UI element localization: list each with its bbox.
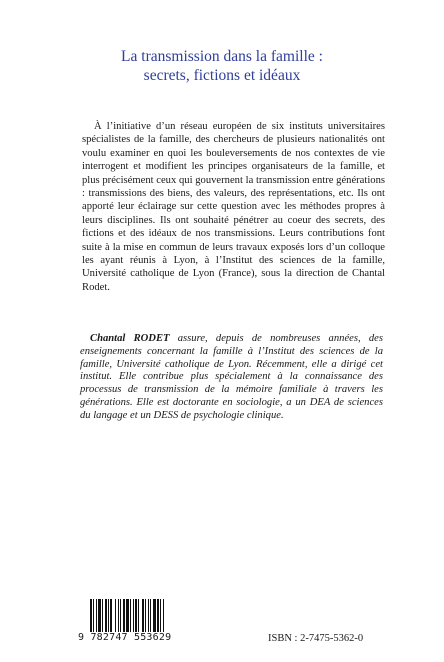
isbn-number: ISBN : 2-7475-5362-0 bbox=[268, 633, 364, 644]
back-cover-summary bbox=[82, 120, 385, 294]
book-title-line-2: secrets, fictions et idéaux bbox=[143, 67, 301, 84]
author-bio-text: assure, depuis de nombreuses années, des enseignements concernant la famille à l’Institut des sciences de la famille, Université catholique de Lyon. Récemment, elle a dirigé cet institut. Elle contribue plus spécialement à la connaissance des processus de transmission de la mémoire familiale à travers les générations. Elle est doctorante en sociologie, a un DEA de sciences du langage et un DESS de psychologie clinique. bbox=[80, 333, 384, 421]
author-bio bbox=[80, 333, 383, 423]
book-title-line-1: La transmission dans la famille : bbox=[121, 48, 323, 65]
author-name: Chantal RODET bbox=[90, 333, 170, 344]
barcode-digits: 9 782747 553629 bbox=[78, 632, 198, 643]
summary-paragraph: À l’initiative d’un réseau européen de six instituts universitaires spécialistes de la famille, des chercheurs de plusieurs nationalités ont voulu examiner en quoi les bouleversements de nos contextes de vie interrogent et modifient les principes organisateurs de la famille, et plus précisément ceux qui gouvernent la transmission entre générations : transmissions des biens, des valeurs, des représentations, etc. Ils ont apporté leur éclairage sur cette question avec les méthodes propres à leurs disciplines. Ils ont souhaité pénétrer au coeur des secrets, des fictions et des idéaux de nos transmissions. Leurs contributions font suite à la mise en commun de leurs travaux exposés lors d’un colloque les ayant réunis à Lyon, à l’Institut des sciences de la famille, Université catholique de Lyon (France), sous la direction de Chantal Rodet. bbox=[82, 121, 385, 293]
barcode bbox=[78, 599, 196, 644]
